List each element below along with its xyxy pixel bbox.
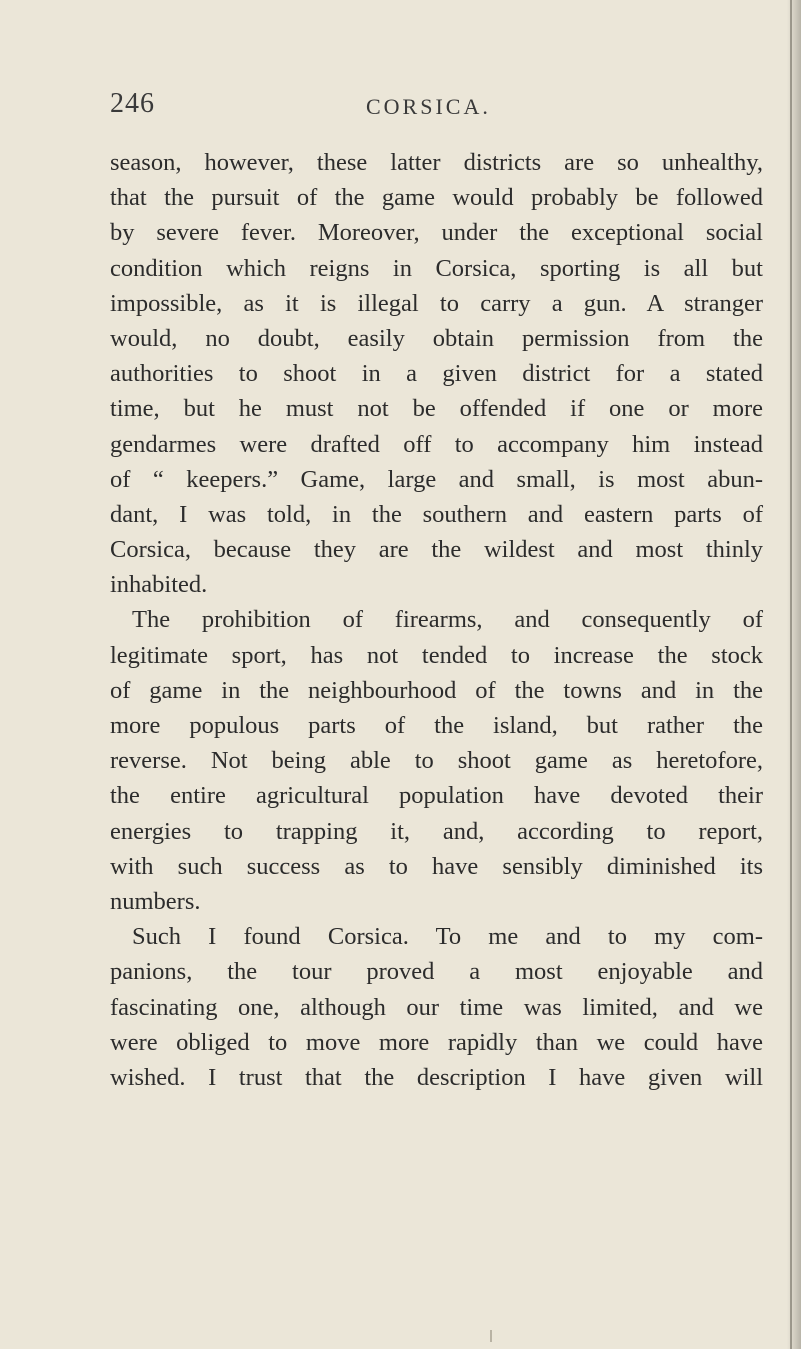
text-line: authorities to shoot in a given district for a stated [110, 360, 763, 388]
text-line: with such success as to have sensibly diminished its [110, 852, 763, 880]
text-line: Corsica, because they are the wildest and most thinly [110, 536, 763, 564]
text-line: legitimate sport, has not tended to increase the stock [110, 641, 763, 669]
paper-mark [490, 1330, 492, 1342]
text-line: by severe fever. Moreover, under the exceptional social [110, 219, 763, 247]
text-line: wished. I trust that the description I have given will [110, 1063, 763, 1091]
text-line: condition which reigns in Corsica, sporting is all but [110, 254, 763, 282]
text-line: were obliged to move more rapidly than we could have [110, 1028, 763, 1056]
text-line: inhabited. [110, 571, 208, 599]
text-line: numbers. [110, 887, 201, 915]
body-text [110, 145, 763, 1095]
text-line: impossible, as it is illegal to carry a gun. A stranger [110, 289, 763, 317]
text-line: of “ keepers.” Game, large and small, is most abun- [110, 465, 763, 493]
text-line: The prohibition of firearms, and consequently of [132, 606, 763, 634]
running-head: CORSICA. [366, 94, 491, 119]
text-line: more populous parts of the island, but rather the [110, 712, 763, 739]
text-line: dant, I was told, in the southern and eastern parts of [110, 500, 763, 528]
page-header [110, 88, 760, 128]
text-line: of game in the neighbourhood of the towns and in the [110, 676, 763, 704]
text-line: season, however, these latter districts are so unhealthy, [110, 149, 763, 176]
page-number: 246 [110, 88, 155, 119]
text-line: energies to trapping it, and, according to report, [110, 817, 763, 845]
text-line: gendarmes were drafted off to accompany him instead [110, 430, 763, 458]
text-line: that the pursuit of the game would probably be followed [110, 184, 763, 212]
text-line: reverse. Not being able to shoot game as heretofore, [110, 747, 763, 775]
text-line: time, but he must not be offended if one or more [110, 395, 763, 423]
text-line: fascinating one, although our time was limited, and we [110, 993, 763, 1021]
text-line: Such I found Corsica. To me and to my com- [132, 923, 763, 951]
text-line: the entire agricultural population have devoted their [110, 782, 763, 810]
text-line: panions, the tour proved a most enjoyable and [110, 958, 763, 986]
text-line: would, no doubt, easily obtain permission from the [110, 324, 763, 352]
page-edge-shadow [787, 0, 801, 1349]
